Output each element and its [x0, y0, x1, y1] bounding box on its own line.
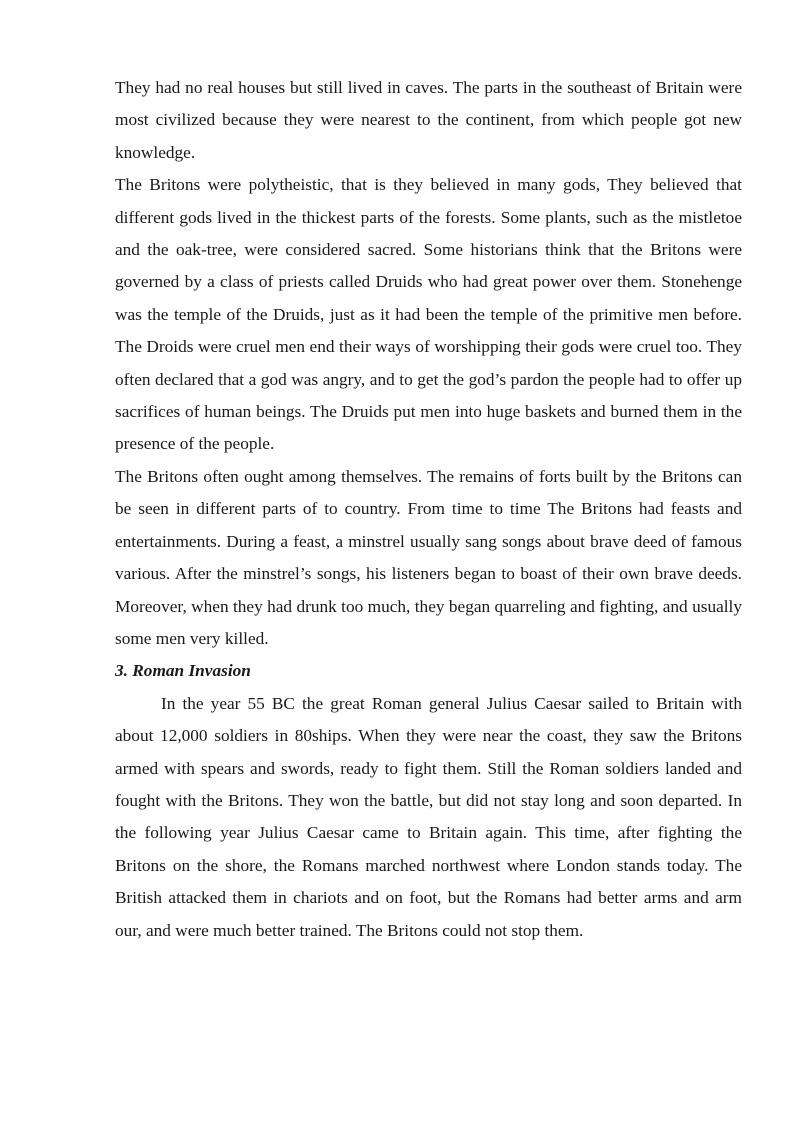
paragraph-feasts: The Britons often ought among themselves. The remains of forts built by the Britons can be seen in different parts of to country. From time to time The Britons had feasts and entertainments. During a feast, a minstrel usually sang songs about brave deed of famous various. After the minstrel’s songs, his listeners began to boast of their own brave deeds. Moreover, when they had drunk too much, they began quarreling and fighting, and usually some men very killed.: [115, 466, 742, 648]
paragraph-roman-invasion: In the year 55 BC the great Roman general Julius Caesar sailed to Britain with about 12,000 soldiers in 80ships. When they were near the coast, they saw the Britons armed with spears and swords, ready to fight them. Still the Roman soldiers landed and fought with the Britons. They won the battle, but did not stay long and soon departed. In the following year Julius Caesar came to Britain again. This time, after fighting the Britons on the shore, the Romans marched northwest where London stands today. The British attacked them in chariots and on foot, but the Romans had better arms and arm our, and were much better trained. The Britons could not stop them.: [115, 693, 742, 940]
paragraph-caves: They had no real houses but still lived in caves. The parts in the southeast of Britain were most civilized because they were nearest to the continent, from which people got new knowledge.: [115, 78, 742, 162]
section-heading: 3. Roman Invasion: [115, 661, 251, 681]
text-column: [115, 72, 742, 947]
paragraph-druids: The Britons were polytheistic, that is they believed in many gods, They believed that different gods lived in the thickest parts of the forests. Some plants, such as the mistletoe and the oak-tree, were considered sacred. Some historians think that the Britons were governed by a class of priests called Druids who had great power over them. Stonehenge was the temple of the Druids, just as it had been the temple of the primitive men before. The Droids were cruel men end their ways of worshipping their gods were cruel too. They often declared that a god was angry, and to get the god’s pardon the people had to offer up sacrifices of human beings. The Druids put men into huge baskets and burned them in the presence of the people.: [115, 175, 742, 454]
